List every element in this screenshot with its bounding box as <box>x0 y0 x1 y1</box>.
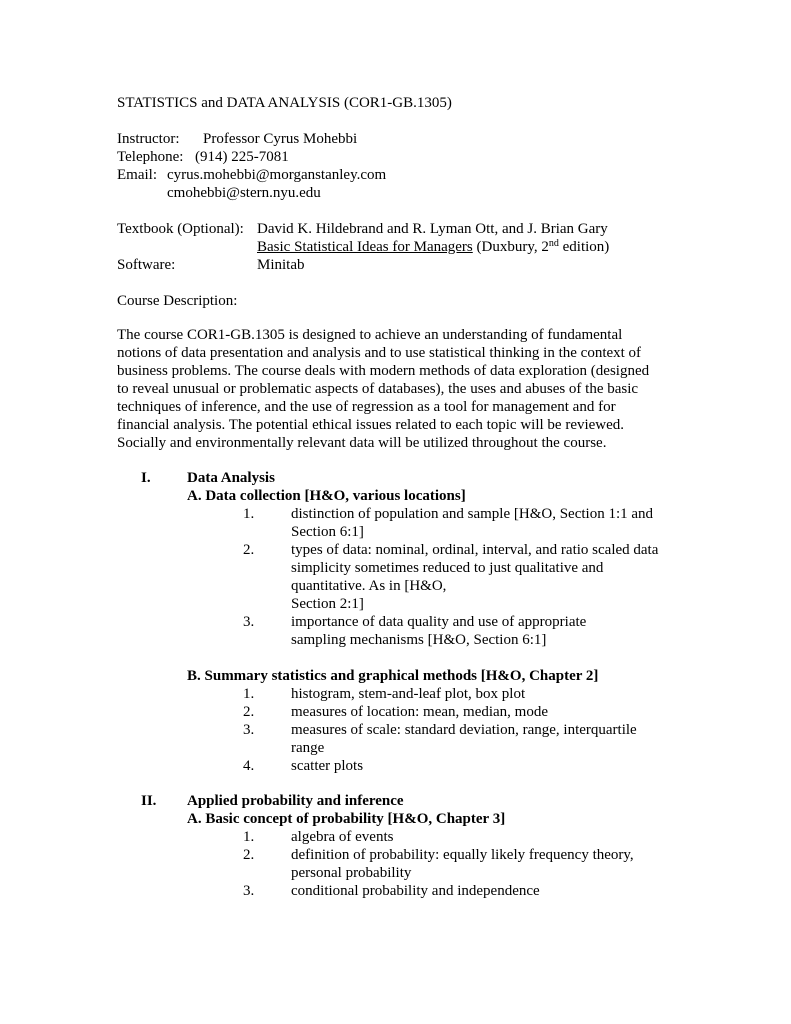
item-text: simplicity sometimes reduced to just qualitative and <box>291 560 604 576</box>
textbook-title: Basic Statistical Ideas for Managers <box>257 239 473 255</box>
email-primary: cyrus.mohebbi@morganstanley.com <box>167 167 387 183</box>
item-number: 3. <box>243 722 255 738</box>
item-text: definition of probability: equally likely frequency theory, <box>291 847 634 863</box>
description-line: financial analysis. The potential ethical issues related to each topic will be reviewed. <box>117 417 625 433</box>
email-secondary: cmohebbi@stern.nyu.edu <box>167 185 321 201</box>
description-line: to reveal unusual or problematic aspects of databases), the uses and abuses of the basic <box>117 381 639 397</box>
description-line: techniques of inference, and the use of regression as a tool for management and for <box>117 399 616 415</box>
description-line: notions of data presentation and analysis and to use statistical thinking in the context of <box>117 345 642 361</box>
software-value: Minitab <box>257 257 305 273</box>
subsection-title: B. Summary statistics and graphical methods [H&O, Chapter 2] <box>187 668 599 684</box>
publisher-suffix: edition) <box>558 239 610 255</box>
item-number: 4. <box>243 758 255 774</box>
item-number: 1. <box>243 506 255 522</box>
textbook-citation <box>257 238 609 256</box>
item-number: 3. <box>243 883 255 899</box>
item-text: measures of scale: standard deviation, range, interquartile <box>291 722 637 738</box>
telephone-value: (914) 225-7081 <box>195 149 289 165</box>
publisher-prefix: (Duxbury, 2 <box>472 239 549 255</box>
textbook-label: Textbook (Optional): <box>117 221 244 237</box>
instructor-name: Professor Cyrus Mohebbi <box>203 131 358 147</box>
section-numeral: I. <box>141 470 151 486</box>
item-text: measures of location: mean, median, mode <box>291 704 548 720</box>
email-label: Email: <box>117 167 157 183</box>
item-text: quantitative. As in [H&O, <box>291 578 447 594</box>
section-title: Applied probability and inference <box>187 793 404 809</box>
subsection-title: A. Data collection [H&O, various locations] <box>187 488 466 504</box>
item-text: algebra of events <box>291 829 394 845</box>
description-line: The course COR1-GB.1305 is designed to achieve an understanding of fundamental <box>117 327 623 343</box>
item-number: 2. <box>243 704 255 720</box>
item-text: importance of data quality and use of appropriate <box>291 614 587 630</box>
item-text: scatter plots <box>291 758 364 774</box>
course-description-heading: Course Description: <box>117 293 238 309</box>
item-number: 1. <box>243 829 255 845</box>
item-text: types of data: nominal, ordinal, interval, and ratio scaled data <box>291 542 659 558</box>
item-text: sampling mechanisms [H&O, Section 6:1] <box>291 632 547 648</box>
description-line: business problems. The course deals with modern methods of data exploration (designed <box>117 363 650 379</box>
telephone-label: Telephone: <box>117 149 184 165</box>
section-title: Data Analysis <box>187 470 275 486</box>
description-line: Socially and environmentally relevant data will be utilized throughout the course. <box>117 435 607 451</box>
item-number: 2. <box>243 542 255 558</box>
item-text: Section 6:1] <box>291 524 364 540</box>
software-label: Software: <box>117 257 176 273</box>
item-text: personal probability <box>291 865 412 881</box>
edition-superscript: nd <box>548 238 559 249</box>
subsection-title: A. Basic concept of probability [H&O, Chapter 3] <box>187 811 506 827</box>
item-number: 1. <box>243 686 255 702</box>
item-text: distinction of population and sample [H&O, Section 1:1 and <box>291 506 654 522</box>
textbook-authors: David K. Hildebrand and R. Lyman Ott, and J. Brian Gary <box>257 221 608 237</box>
instructor-label: Instructor: <box>117 131 180 147</box>
item-number: 2. <box>243 847 255 863</box>
item-text: Section 2:1] <box>291 596 364 612</box>
section-numeral: II. <box>141 793 157 809</box>
course-title: STATISTICS and DATA ANALYSIS (COR1-GB.1305) <box>117 95 452 111</box>
item-text: range <box>291 740 325 756</box>
item-text: histogram, stem-and-leaf plot, box plot <box>291 686 526 702</box>
item-text: conditional probability and independence <box>291 883 540 899</box>
item-number: 3. <box>243 614 255 630</box>
